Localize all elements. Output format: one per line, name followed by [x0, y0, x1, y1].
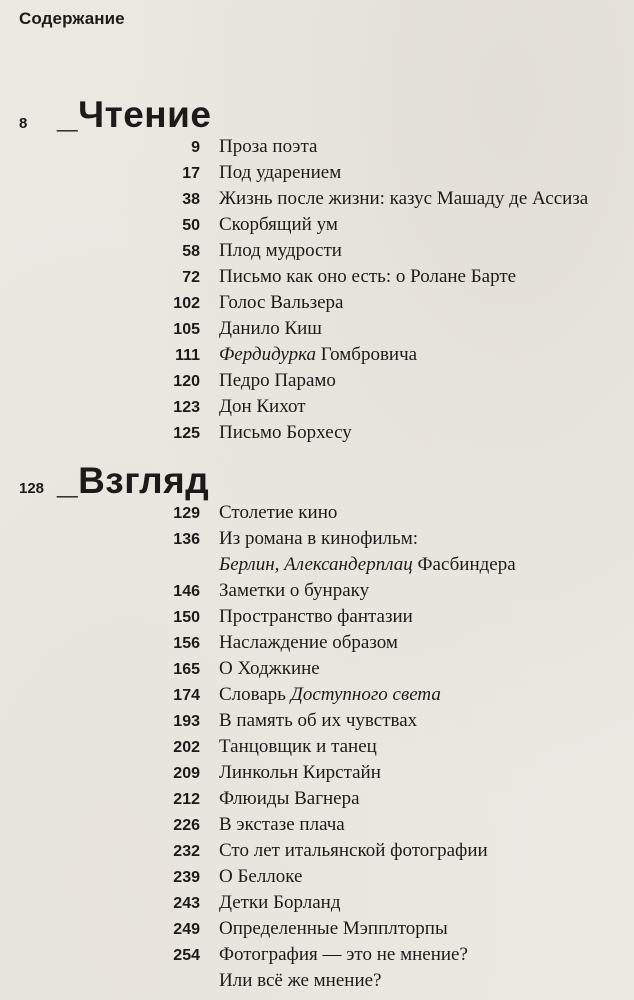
toc-entry[interactable]	[0, 632, 634, 658]
section-title-view: _Взгляд	[57, 460, 210, 501]
entry-page-number: 9	[191, 139, 200, 156]
entry-title: Детки Борланд	[219, 892, 341, 913]
entry-title	[219, 684, 441, 706]
entry-title-rest: Гомбровича	[316, 344, 418, 365]
entry-title: Столетие кино	[219, 502, 338, 523]
entry-title: Пространство фантазии	[219, 606, 413, 627]
entry-page-number: 102	[173, 295, 200, 312]
entry-title: Наслаждение образом	[219, 632, 398, 653]
toc-entry[interactable]	[0, 266, 634, 292]
entry-title-rest: Фасбиндера	[412, 554, 516, 575]
toc-entry[interactable]	[0, 866, 634, 892]
toc-entry[interactable]	[0, 422, 634, 448]
entry-page-number: 50	[182, 217, 200, 234]
toc-entry[interactable]	[0, 370, 634, 396]
entry-title: Жизнь после жизни: казус Машаду де Ассиза	[219, 188, 589, 209]
entry-page-number: 136	[173, 531, 200, 548]
entry-page-number: 254	[173, 947, 200, 964]
toc-entry[interactable]	[0, 344, 634, 370]
entry-title-italic: Берлин, Александерплац	[219, 554, 413, 575]
toc-entry[interactable]	[0, 240, 634, 266]
entry-title: Плод мудрости	[219, 240, 342, 261]
entry-title-line2: Или всё же мнение?	[219, 970, 382, 991]
entry-title: О Беллоке	[219, 866, 303, 887]
entry-title-italic: Доступного света	[290, 684, 441, 705]
toc-entry[interactable]	[0, 762, 634, 788]
section-page-number: 128	[19, 480, 45, 497]
toc-entry[interactable]	[0, 710, 634, 736]
toc-entry[interactable]	[0, 502, 634, 528]
section-page-number: 8	[19, 115, 28, 132]
entry-title: Данило Киш	[219, 318, 322, 339]
entry-title: Сто лет итальянской фотографии	[219, 840, 488, 861]
toc-entry[interactable]	[0, 840, 634, 866]
entry-page-number: 120	[173, 373, 200, 390]
entry-title: В экстазе плача	[219, 814, 345, 835]
entry-page-number: 202	[173, 739, 200, 756]
entry-title	[219, 344, 417, 366]
entry-page-number: 156	[173, 635, 200, 652]
entry-title: Заметки о бунраку	[219, 580, 370, 601]
entry-page-number: 125	[173, 425, 200, 442]
toc-entry[interactable]	[0, 162, 634, 188]
entry-title: Из романа в кинофильм:	[219, 528, 419, 549]
entry-page-number: 38	[182, 191, 200, 208]
toc-entry[interactable]	[0, 918, 634, 944]
entry-title: Под ударением	[219, 162, 342, 183]
entry-title-line2	[219, 554, 516, 576]
toc-entry[interactable]	[0, 396, 634, 422]
toc-entry[interactable]	[0, 892, 634, 918]
entry-title: О Ходжкине	[219, 658, 320, 679]
entry-title: Определенные Мэпплторпы	[219, 918, 448, 939]
toc-entry[interactable]	[0, 814, 634, 840]
entry-page-number: 226	[173, 817, 200, 834]
entry-page-number: 123	[173, 399, 200, 416]
toc-entry[interactable]	[0, 214, 634, 240]
toc-entry[interactable]	[0, 606, 634, 632]
entry-page-number: 243	[173, 895, 200, 912]
entry-page-number: 146	[173, 583, 200, 600]
entry-page-number: 129	[173, 505, 200, 522]
entry-title: Письмо Борхесу	[219, 422, 352, 443]
entry-page-number: 174	[173, 687, 200, 704]
entry-title: Фотография — это не мнение?	[219, 944, 468, 965]
entry-page-number: 232	[173, 843, 200, 860]
toc-entry[interactable]	[0, 788, 634, 814]
toc-entry[interactable]	[0, 528, 634, 580]
entry-page-number: 58	[182, 243, 200, 260]
entry-title: Дон Кихот	[219, 396, 306, 417]
entry-title: В память об их чувствах	[219, 710, 418, 731]
entry-page-number: 150	[173, 609, 200, 626]
entry-page-number: 193	[173, 713, 200, 730]
entry-page-number: 111	[175, 347, 200, 364]
entry-title: Флюиды Вагнера	[219, 788, 360, 809]
section-title-reading: _Чтение	[57, 94, 212, 135]
entry-page-number: 209	[173, 765, 200, 782]
entry-title: Голос Вальзера	[219, 292, 344, 313]
toc-entry[interactable]	[0, 292, 634, 318]
entry-title-rest: Словарь	[219, 684, 291, 705]
toc-entry[interactable]	[0, 188, 634, 214]
entry-title: Проза поэта	[219, 136, 318, 157]
entry-page-number: 165	[173, 661, 200, 678]
contents-header: Содержание	[19, 9, 125, 28]
entry-title: Линкольн Кирстайн	[219, 762, 381, 783]
entry-page-number: 17	[182, 165, 200, 182]
entry-page-number: 249	[173, 921, 200, 938]
toc-entry[interactable]	[0, 658, 634, 684]
toc-entry[interactable]	[0, 580, 634, 606]
toc-entry[interactable]	[0, 944, 634, 996]
toc-entry[interactable]	[0, 136, 634, 162]
entry-title: Педро Парамо	[219, 370, 336, 391]
entry-title-italic: Фердидурка	[219, 344, 317, 365]
entry-title: Скорбящий ум	[219, 214, 338, 235]
toc-entry[interactable]	[0, 736, 634, 762]
entry-page-number: 212	[173, 791, 200, 808]
entry-page-number: 105	[173, 321, 200, 338]
entry-title: Танцовщик и танец	[219, 736, 377, 757]
toc-entry[interactable]	[0, 318, 634, 344]
entry-page-number: 239	[173, 869, 200, 886]
entry-page-number: 72	[182, 269, 200, 286]
toc-entry[interactable]	[0, 684, 634, 710]
entry-title: Письмо как оно есть: о Ролане Барте	[219, 266, 517, 287]
